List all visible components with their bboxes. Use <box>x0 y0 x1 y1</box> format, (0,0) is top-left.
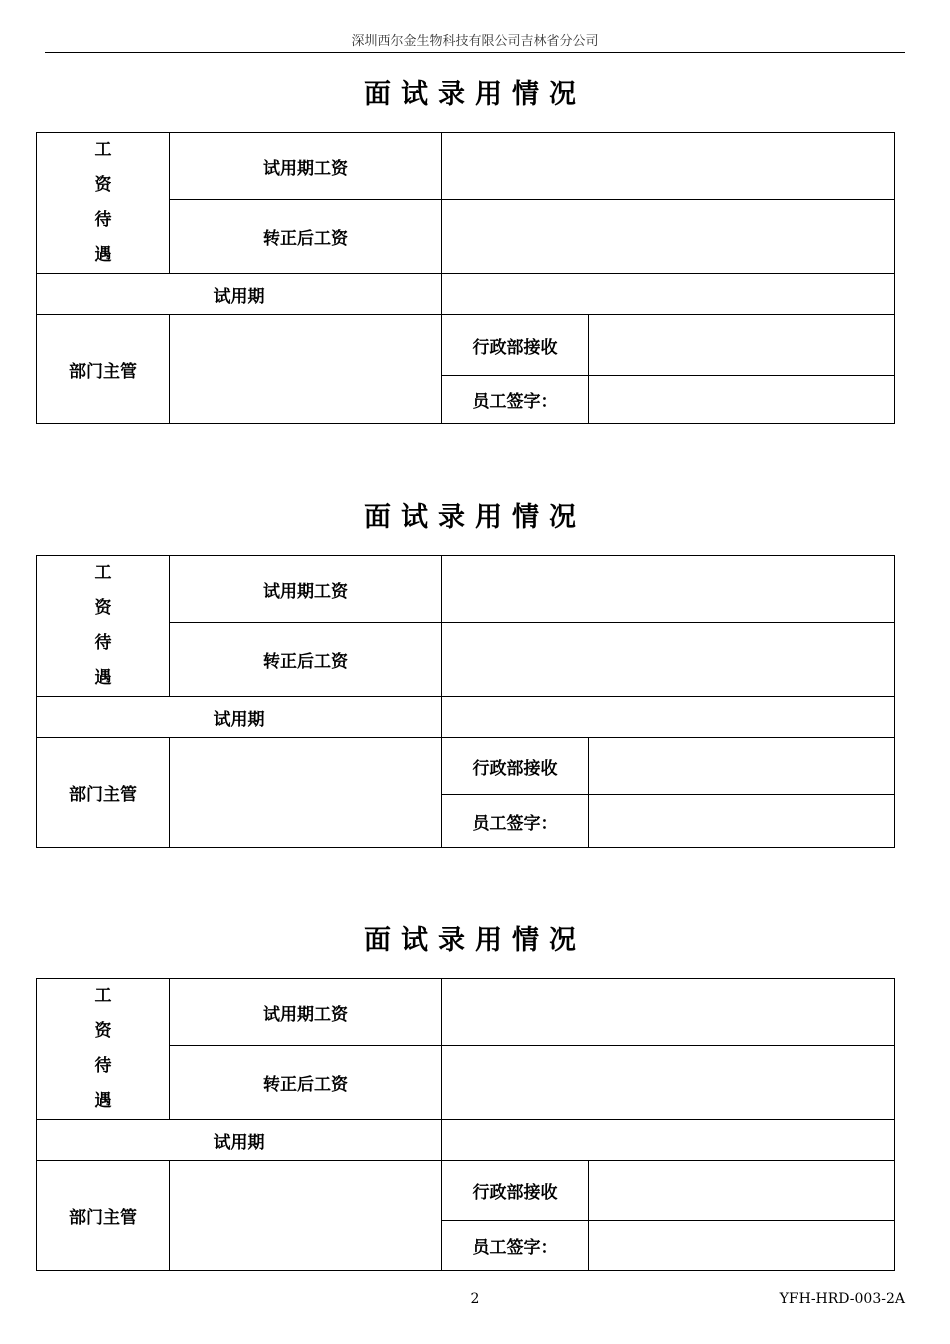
document-code: YFH-HRD-003-2A <box>779 1291 905 1307</box>
salary-group-char: 工 <box>94 986 112 1006</box>
regular-salary-field[interactable] <box>442 200 895 274</box>
probation-period-label: 试用期 <box>37 697 442 738</box>
employee-sign-label: 员工签字： <box>442 795 589 848</box>
employee-sign-label: 员工签字： <box>442 1221 589 1271</box>
salary-group-char: 待 <box>94 633 112 653</box>
regular-salary-label: 转正后工资 <box>170 623 442 697</box>
salary-group-char: 资 <box>94 175 112 195</box>
admin-receive-field[interactable] <box>589 738 895 795</box>
salary-group-label <box>37 556 170 697</box>
salary-group-label <box>37 979 170 1120</box>
hiring-form <box>36 978 895 1271</box>
probation-period-field[interactable] <box>442 274 895 315</box>
employee-sign-field[interactable] <box>589 376 895 424</box>
header-rule <box>45 52 905 53</box>
employee-sign-field[interactable] <box>589 1221 895 1271</box>
regular-salary-label: 转正后工资 <box>170 1046 442 1120</box>
probation-salary-label: 试用期工资 <box>170 979 442 1046</box>
dept-supervisor-field[interactable] <box>170 315 442 424</box>
form-title: 面试录用情况 <box>364 925 586 956</box>
regular-salary-field[interactable] <box>442 623 895 697</box>
probation-period-field[interactable] <box>442 1120 895 1161</box>
salary-group-char: 工 <box>94 563 112 583</box>
page-number: 2 <box>470 1291 480 1307</box>
admin-receive-label: 行政部接收 <box>442 738 589 795</box>
salary-group-char: 资 <box>94 598 112 618</box>
page-header-company: 深圳西尔金生物科技有限公司吉林省分公司 <box>351 34 599 49</box>
dept-supervisor-field[interactable] <box>170 1161 442 1271</box>
salary-group-char: 遇 <box>94 1091 112 1111</box>
regular-salary-label: 转正后工资 <box>170 200 442 274</box>
probation-period-label: 试用期 <box>37 274 442 315</box>
probation-period-field[interactable] <box>442 697 895 738</box>
admin-receive-field[interactable] <box>589 1161 895 1221</box>
employee-sign-label: 员工签字： <box>442 376 589 424</box>
employee-sign-field[interactable] <box>589 795 895 848</box>
salary-group-char: 遇 <box>94 245 112 265</box>
probation-period-label: 试用期 <box>37 1120 442 1161</box>
regular-salary-field[interactable] <box>442 1046 895 1120</box>
salary-group-char: 遇 <box>94 668 112 688</box>
dept-supervisor-field[interactable] <box>170 738 442 848</box>
dept-supervisor-label: 部门主管 <box>37 738 170 848</box>
form-title: 面试录用情况 <box>364 79 586 110</box>
salary-group-char: 工 <box>94 140 112 160</box>
probation-salary-field[interactable] <box>442 556 895 623</box>
probation-salary-label: 试用期工资 <box>170 133 442 200</box>
probation-salary-field[interactable] <box>442 979 895 1046</box>
salary-group-label <box>37 133 170 274</box>
hiring-form <box>36 132 895 424</box>
dept-supervisor-label: 部门主管 <box>37 1161 170 1271</box>
salary-group-char: 待 <box>94 1056 112 1076</box>
salary-group-char: 资 <box>94 1021 112 1041</box>
salary-group-char: 待 <box>94 210 112 230</box>
hiring-form <box>36 555 895 848</box>
probation-salary-label: 试用期工资 <box>170 556 442 623</box>
admin-receive-label: 行政部接收 <box>442 315 589 376</box>
form-title: 面试录用情况 <box>364 502 586 533</box>
admin-receive-field[interactable] <box>589 315 895 376</box>
probation-salary-field[interactable] <box>442 133 895 200</box>
dept-supervisor-label: 部门主管 <box>37 315 170 424</box>
admin-receive-label: 行政部接收 <box>442 1161 589 1221</box>
